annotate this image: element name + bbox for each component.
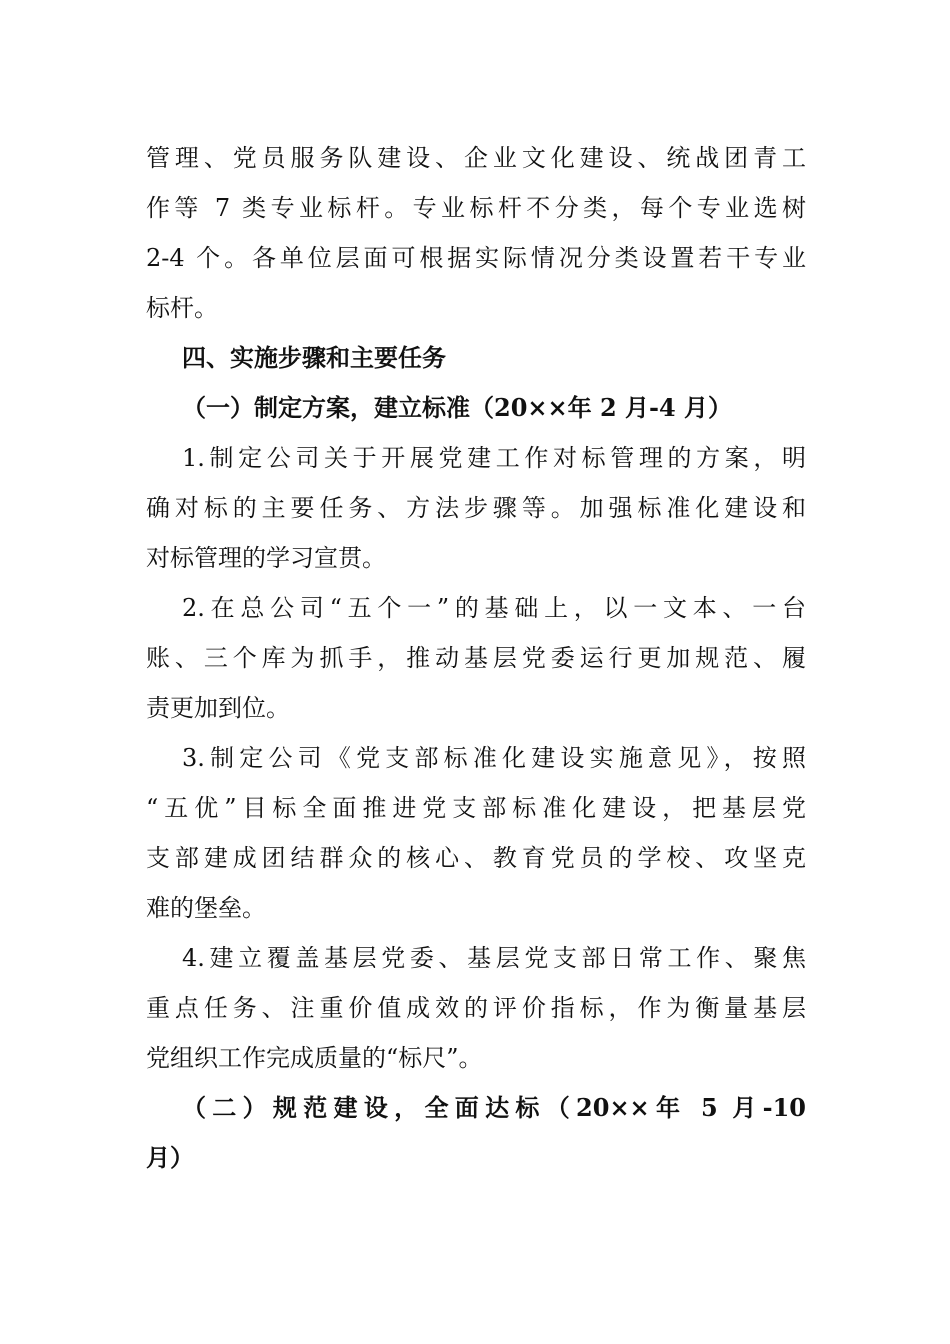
subsection-heading-continued: 月） bbox=[146, 1143, 194, 1172]
paragraph-line: “五优”目标全面推进党支部标准化建设，把基层党 bbox=[146, 794, 806, 822]
paragraph-line: 作等 7 类专业标杆。专业标杆不分类，每个专业选树 bbox=[146, 194, 806, 222]
paragraph-line: 党组织工作完成质量的“标尺”。 bbox=[146, 1044, 483, 1072]
paragraph-line: 3.制定公司《党支部标准化建设实施意见》，按照 bbox=[182, 744, 806, 772]
paragraph-line: 责更加到位。 bbox=[146, 694, 290, 722]
subsection-heading: （一）制定方案，建立标准（20××年 2 月-4 月） bbox=[182, 393, 733, 422]
paragraph-line: 对标管理的学习宣贯。 bbox=[146, 544, 386, 572]
paragraph-line: 1.制定公司关于开展党建工作对标管理的方案，明 bbox=[182, 444, 806, 472]
paragraph-line: 账、三个库为抓手，推动基层党委运行更加规范、履 bbox=[146, 644, 806, 672]
paragraph-line: 4.建立覆盖基层党委、基层党支部日常工作、聚焦 bbox=[182, 944, 806, 972]
section-heading: 四、实施步骤和主要任务 bbox=[182, 344, 446, 372]
paragraph-line: 支部建成团结群众的核心、教育党员的学校、攻坚克 bbox=[146, 844, 806, 872]
paragraph-line: 标杆。 bbox=[146, 294, 218, 322]
paragraph-line: 确对标的主要任务、方法步骤等。加强标准化建设和 bbox=[146, 494, 806, 522]
paragraph-line: 2-4 个。各单位层面可根据实际情况分类设置若干专业 bbox=[146, 244, 806, 272]
paragraph-line: 重点任务、注重价值成效的评价指标，作为衡量基层 bbox=[146, 994, 806, 1022]
paragraph-line: 难的堡垒。 bbox=[146, 894, 266, 922]
subsection-heading: （二）规范建设，全面达标（20××年 5 月-10 bbox=[182, 1093, 806, 1122]
paragraph-line: 2.在总公司“五个一”的基础上，以一文本、一台 bbox=[182, 594, 806, 622]
paragraph-line: 管理、党员服务队建设、企业文化建设、统战团青工 bbox=[146, 144, 806, 172]
